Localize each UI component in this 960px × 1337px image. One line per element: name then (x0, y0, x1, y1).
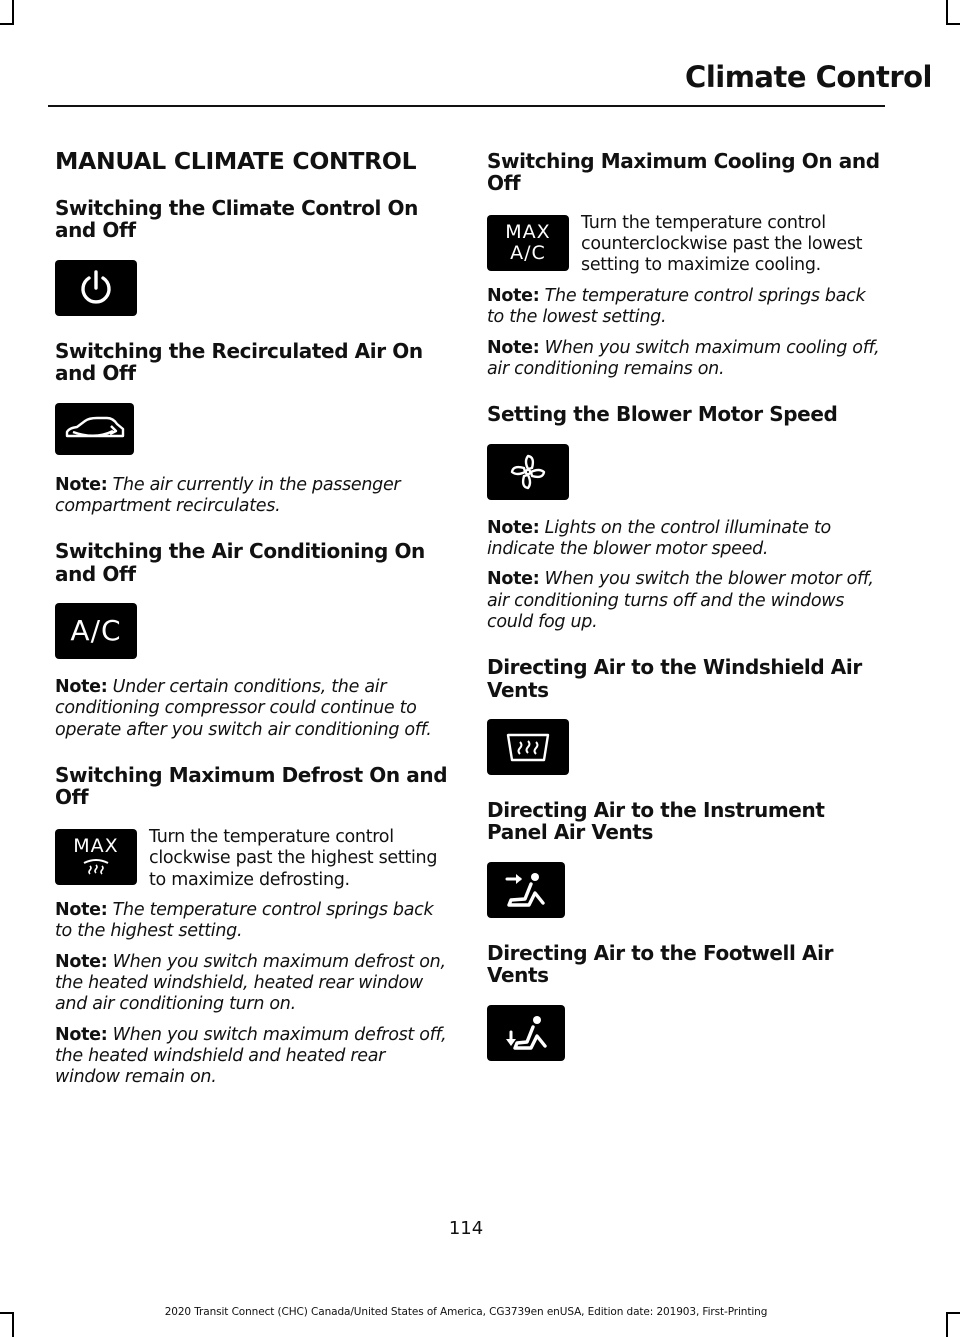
crop-mark (0, 23, 14, 25)
note: Note: When you switch maximum defrost on, the heated windshield, heated rear window and air conditioning turn on. (55, 951, 446, 1015)
right-column (487, 150, 885, 1085)
max-defrost-icon: MAX (55, 829, 137, 885)
crop-mark (946, 0, 948, 24)
ac-icon: A/C (55, 603, 137, 659)
section-heading: Switching Maximum Defrost On and Off (55, 763, 448, 810)
page-title: Climate Control (685, 60, 932, 94)
max-defrost-instruction (55, 827, 453, 900)
page-number: 114 (448, 1218, 484, 1239)
crop-mark (946, 23, 960, 25)
section-heading: Setting the Blower Motor Speed (487, 402, 838, 427)
max-cooling-instruction (487, 213, 885, 286)
section-heading: Directing Air to the Windshield Air Vents (487, 655, 862, 702)
section-heading: Directing Air to the Instrument Panel Air Vents (487, 798, 825, 845)
note: Note: When you switch maximum cooling off, air conditioning remains on. (487, 337, 880, 379)
main-heading: MANUAL CLIMATE CONTROL (55, 147, 417, 175)
left-column (55, 138, 453, 1098)
section-heading: Switching Maximum Cooling On and Off (487, 149, 880, 196)
fan-icon (487, 444, 569, 500)
note: Note: When you switch maximum defrost off, the heated windshield and heated rear window remain on. (55, 1024, 447, 1088)
max-ac-icon: MAX A/C (487, 215, 569, 271)
header-divider (48, 105, 885, 107)
publication-info: 2020 Transit Connect (CHC) Canada/United States of America, CG3739en enUSA, Edition date: 201903, First-Printing (164, 1306, 768, 1318)
crop-mark (946, 1313, 948, 1337)
body-text: Turn the temperature control clockwise past the highest setting to maximize defrosting. (149, 826, 438, 890)
power-icon (55, 260, 137, 316)
note: Note: The temperature control springs back to the highest setting. (55, 899, 434, 942)
section-heading: Switching the Air Conditioning On and Off (55, 539, 425, 586)
section-heading: Switching the Recirculated Air On and Off (55, 338, 423, 386)
crop-mark (12, 0, 14, 24)
note: Note: The temperature control springs back to the lowest setting. (487, 285, 866, 328)
windshield-defrost-icon (487, 719, 569, 775)
note: Note: Under certain conditions, the air conditioning compressor could continue to operate after you switch air conditioning off. (55, 677, 432, 740)
panel-vent-icon (487, 862, 565, 918)
recirculation-icon (55, 403, 134, 455)
note: Note: Lights on the control illuminate to indicate the blower motor speed. (487, 517, 831, 559)
section-heading: Switching the Climate Control On and Off (55, 196, 418, 243)
footwell-vent-icon (487, 1005, 565, 1061)
note: Note: When you switch the blower motor off, air conditioning turns off and the windows could fog up. (487, 569, 874, 632)
body-text: Turn the temperature control counterclockwise past the lowest setting to maximize cooling. (581, 212, 863, 276)
section-heading: Directing Air to the Footwell Air Vents (487, 940, 834, 988)
note: Note: The air currently in the passenger compartment recirculates. (55, 474, 401, 516)
crop-mark (946, 1312, 960, 1314)
